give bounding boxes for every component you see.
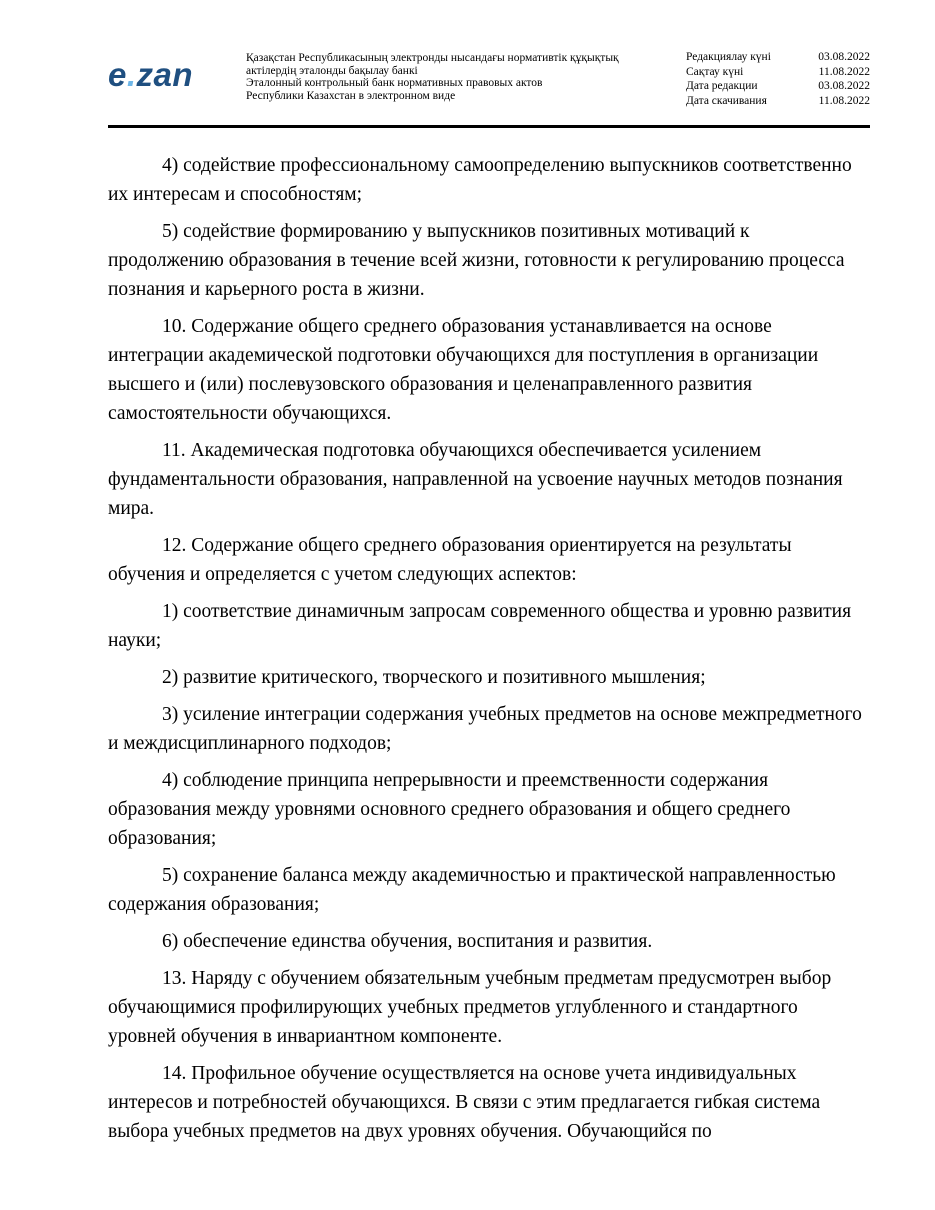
ezan-logo: e.zan — [108, 56, 194, 93]
paragraph: 1) соответствие динамичным запросам современного общества и уровню развития науки; — [108, 601, 852, 651]
header-title-line: Эталонный контрольный банк нормативных правовых актов — [246, 77, 543, 89]
header-divider — [108, 125, 870, 128]
paragraph: 4) соблюдение принципа непрерывности и преемственности содержания образования между уровнями основного среднего образования и общего среднего образования; — [108, 770, 791, 849]
paragraph: 10. Содержание общего среднего образования устанавливается на основе интеграции академической подготовки обучающихся для поступления в организации высшего и (или) послевузовского образования и целенаправленного развития самостоятельности обучающихся. — [108, 316, 819, 424]
paragraph: 14. Профильное обучение осуществляется на основе учета индивидуальных интересов и потребностей обучающихся. В связи с этим предлагается гибкая система выбора учебных предметов на двух уровнях обучения. Обучающийся по — [108, 1063, 821, 1142]
meta-row-edit-date-ru — [686, 79, 870, 94]
paragraph: 2) развитие критического, творческого и позитивного мышления; — [162, 667, 706, 688]
paragraph: 12. Содержание общего среднего образования ориентируется на результаты обучения и определяется с учетом следующих аспектов: — [108, 535, 792, 585]
paragraph: 3) усиление интеграции содержания учебных предметов на основе межпредметного и междисциплинарного подходов; — [108, 704, 862, 754]
meta-value: 11.08.2022 — [818, 94, 870, 107]
document-header — [108, 46, 870, 126]
paragraph: 5) содействие формированию у выпускников позитивных мотиваций к продолжению образования в течение всей жизни, готовности к регулированию процесса познания и карьерного роста в жизни. — [108, 221, 845, 300]
header-meta — [686, 50, 870, 108]
header-title-line: Республики Казахстан в электронном виде — [246, 89, 456, 102]
header-title — [246, 52, 666, 102]
meta-row-download-date-ru — [686, 94, 870, 109]
paragraph: 5) сохранение баланса между академичностью и практической направленностью содержания образования; — [108, 865, 836, 915]
meta-label: Сақтау күні — [686, 65, 744, 78]
paragraph: 6) обеспечение единства обучения, воспитания и развития. — [162, 931, 653, 952]
header-title-line: Қазақстан Республикасының электронды нысандағы нормативтік құқықтық — [246, 52, 619, 64]
meta-row-save-date-kz — [686, 65, 870, 80]
meta-row-edit-date-kz — [686, 50, 870, 65]
paragraph: 4) содействие профессиональному самоопределению выпускников соответственно их интересам и способностям; — [108, 155, 852, 205]
meta-label: Дата редакции — [686, 80, 758, 92]
document-body — [108, 151, 863, 1154]
meta-value: 03.08.2022 — [818, 51, 870, 63]
meta-value: 11.08.2022 — [818, 65, 870, 78]
meta-label: Редакциялау күні — [686, 51, 771, 63]
header-title-line: актілердің эталонды бақылау банкі — [246, 64, 418, 77]
meta-value: 03.08.2022 — [818, 80, 870, 92]
paragraph: 13. Наряду с обучением обязательным учебным предметам предусмотрен выбор обучающимися профилирующих учебных предметов углубленного и стандартного уровней обучения в инвариантном компоненте. — [108, 968, 832, 1047]
meta-label: Дата скачивания — [686, 94, 767, 107]
paragraph: 11. Академическая подготовка обучающихся обеспечивается усилением фундаментальности образования, направленной на усвоение научных методов познания мира. — [108, 440, 843, 519]
